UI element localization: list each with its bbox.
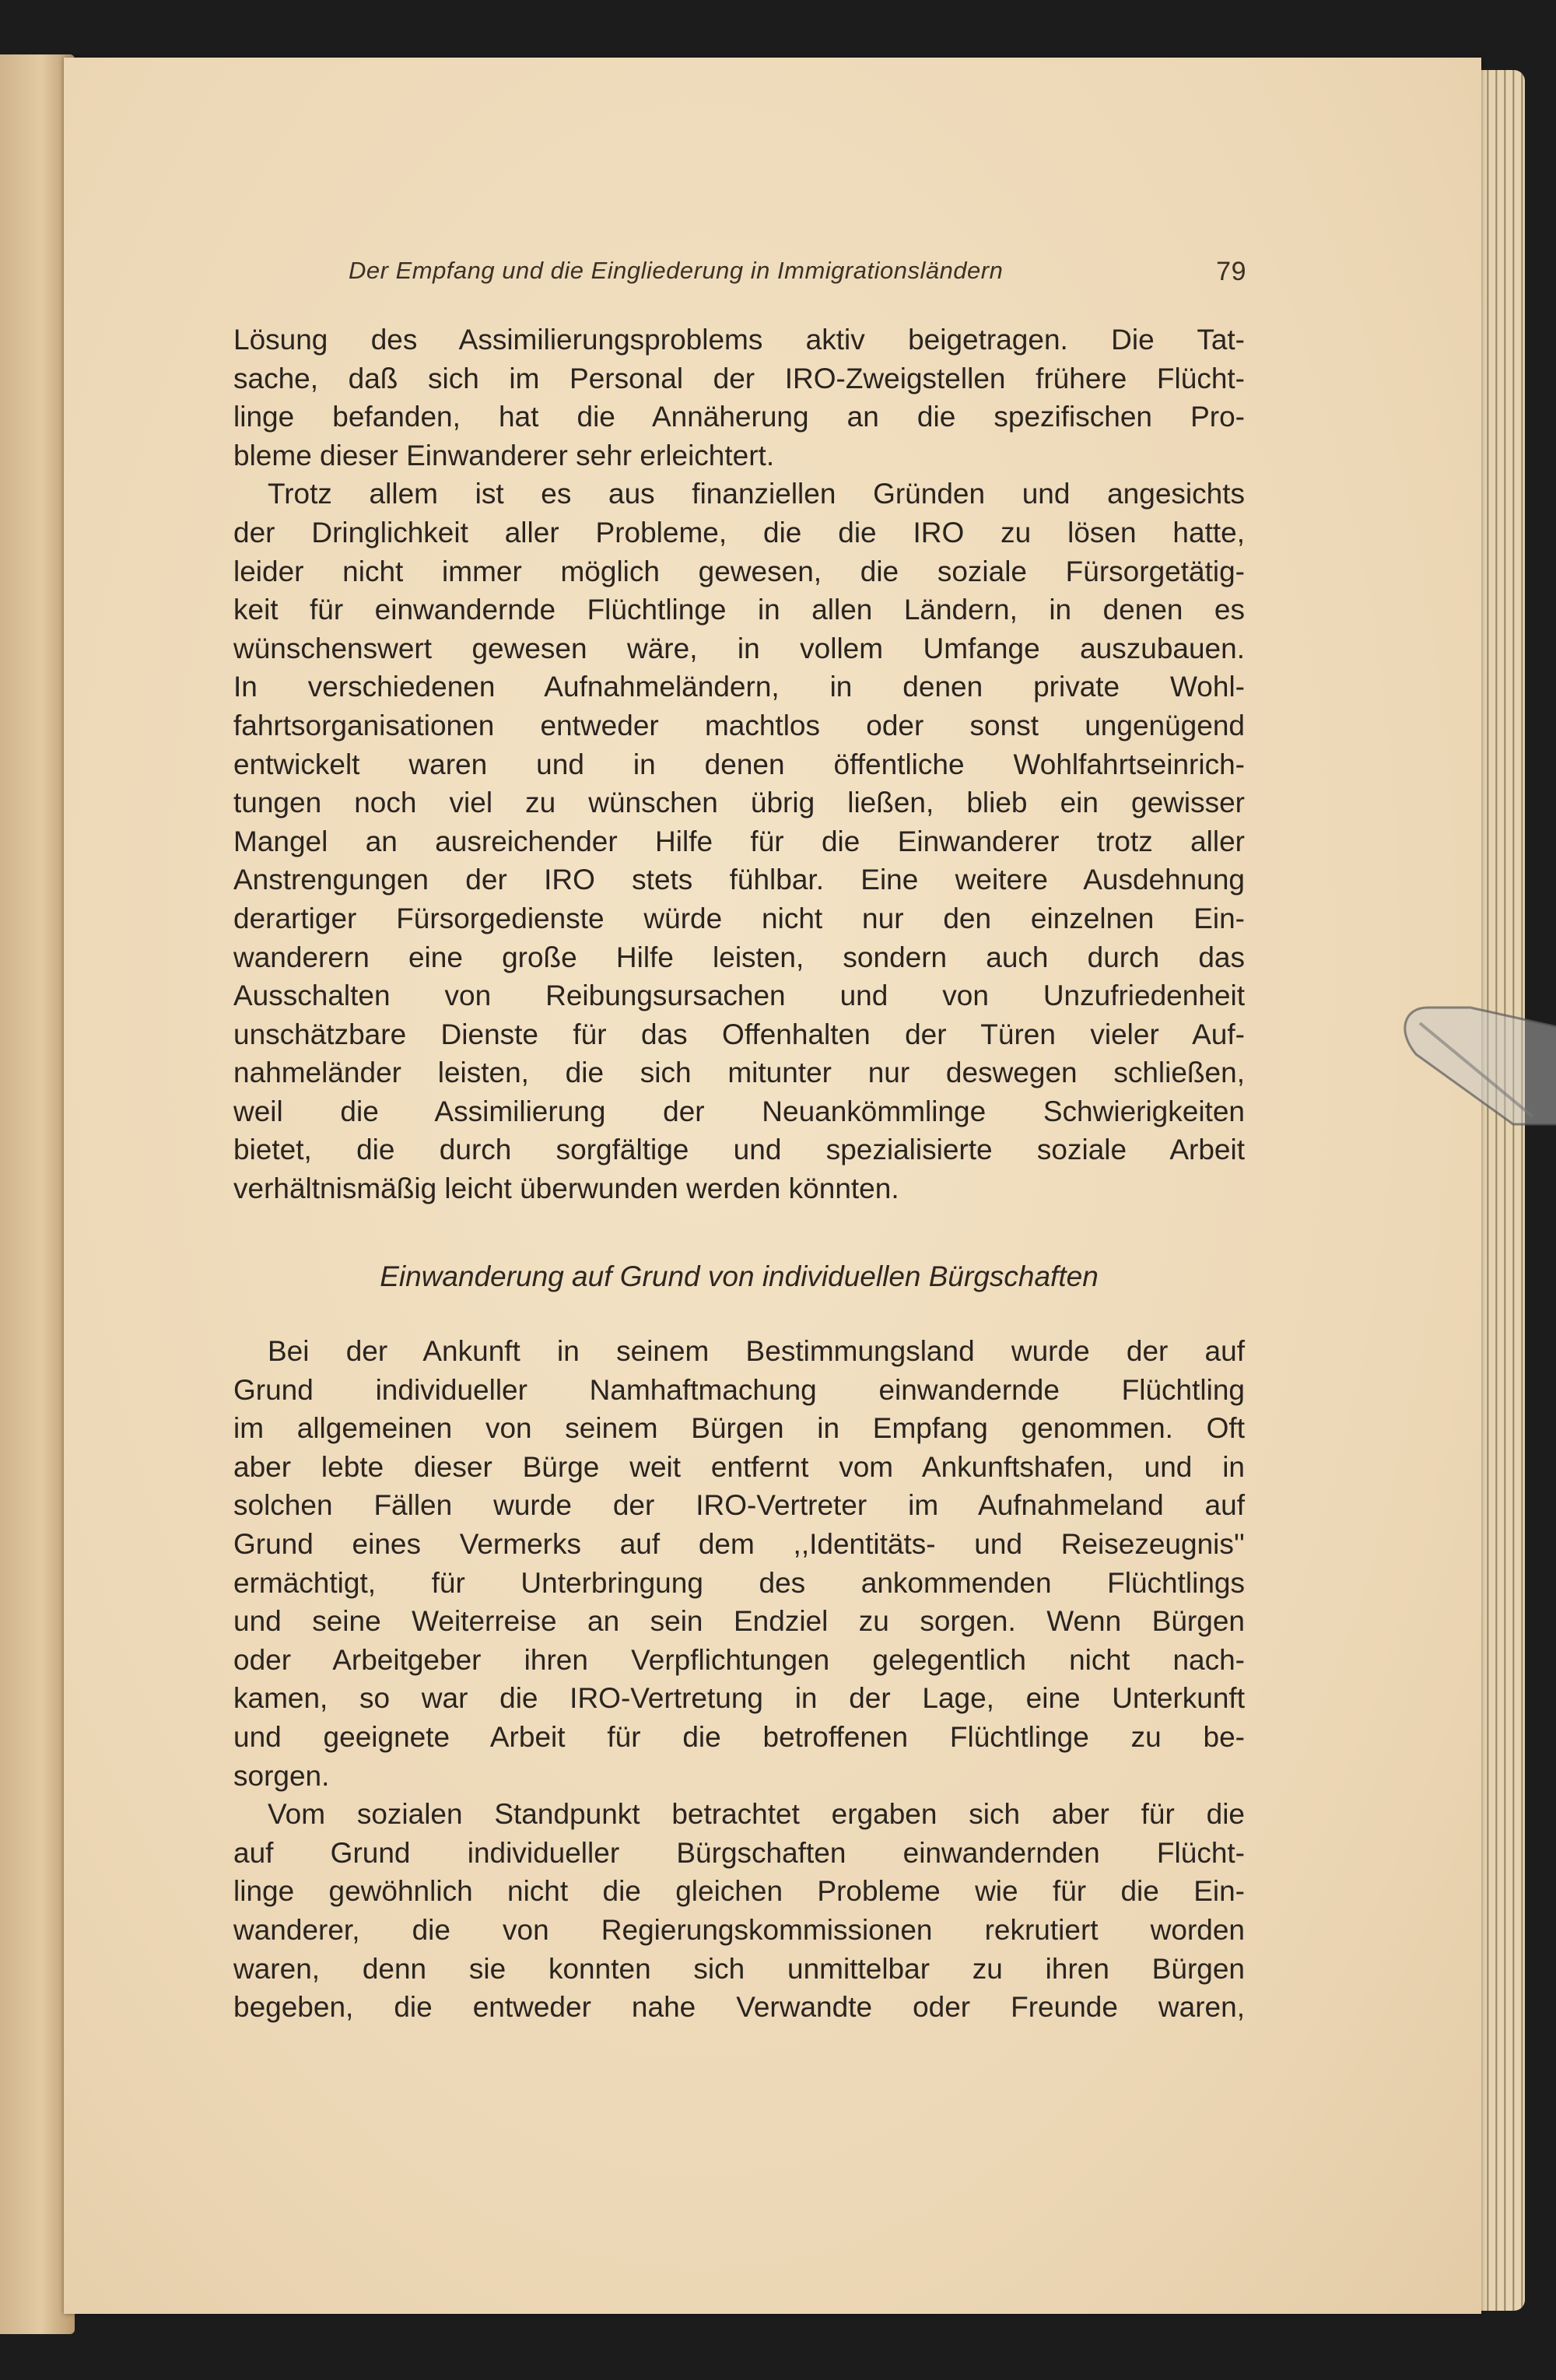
text-line: begeben, die entweder nahe Verwandte oder Freunde waren,	[233, 1991, 1245, 2024]
text-line: sorgen.	[233, 1759, 330, 1792]
text-line: der Dringlichkeit aller Probleme, die die IRO zu lösen hatte,	[233, 516, 1245, 549]
text-line: wanderern eine große Hilfe leisten, sondern auch durch das	[233, 941, 1245, 973]
text-line: auf Grund individueller Bürgschaften einwandernden Flücht-	[233, 1836, 1245, 1869]
running-head-title: Der Empfang und die Eingliederung in Immigrationsländern	[349, 257, 1004, 284]
text-line: im allgemeinen von seinem Bürgen in Empfang genommen. Oft	[233, 1412, 1245, 1445]
text-line: unschätzbare Dienste für das Offenhalten der Türen vieler Auf-	[233, 1018, 1245, 1050]
text-line: wünschenswert gewesen wäre, in vollem Umfange auszubauen.	[233, 632, 1245, 664]
text-line: Anstrengungen der IRO stets fühlbar. Eine weitere Ausdehnung	[233, 864, 1245, 896]
body-text-2	[233, 1332, 1245, 2027]
text-line: Vom sozialen Standpunkt betrachtet ergaben sich aber für die	[268, 1798, 1245, 1831]
text-line: Trotz allem ist es aus finanziellen Gründen und angesichts	[268, 478, 1245, 510]
text-line: waren, denn sie konnten sich unmittelbar zu ihren Bürgen	[233, 1952, 1245, 1985]
text-line: bietet, die durch sorgfältige und spezialisierte soziale Arbeit	[233, 1134, 1245, 1166]
text-line: Ausschalten von Reibungsursachen und von Unzufriedenheit	[233, 980, 1245, 1012]
text-line: bleme dieser Einwanderer sehr erleichtert.	[233, 439, 775, 471]
text-line: linge befanden, hat die Annäherung an die spezifischen Pro-	[233, 401, 1245, 433]
text-line: und geeignete Arbeit für die betroffenen Flüchtlinge zu be-	[233, 1720, 1245, 1753]
page-number: 79	[1216, 257, 1246, 286]
text-line: linge gewöhnlich nicht die gleichen Probleme wie für die Ein-	[233, 1875, 1245, 1908]
text-line: verhältnismäßig leicht überwunden werden könnten.	[233, 1172, 899, 1205]
section-heading: Einwanderung auf Grund von individuellen Bürgschaften	[380, 1260, 1099, 1292]
text-line: In verschiedenen Aufnahmeländern, in denen private Wohl-	[233, 671, 1245, 703]
text-line: fahrtsorganisationen entweder machtlos oder sonst ungenügend	[233, 709, 1245, 741]
text-line: tungen noch viel zu wünschen übrig ließen, blieb ein gewisser	[233, 787, 1245, 819]
text-line: solchen Fällen wurde der IRO-Vertreter im Aufnahmeland auf	[233, 1489, 1245, 1522]
text-line: Mangel an ausreichender Hilfe für die Einwanderer trotz aller	[233, 825, 1245, 857]
text-line: sache, daß sich im Personal der IRO-Zweigstellen frühere Flücht-	[233, 362, 1245, 394]
text-line: leider nicht immer möglich gewesen, die soziale Fürsorgetätig-	[233, 555, 1245, 587]
text-line: aber lebte dieser Bürge weit entfernt vom Ankunftshafen, und in	[233, 1450, 1245, 1483]
body-text-1	[233, 321, 1245, 1208]
text-line: entwickelt waren und in denen öffentliche Wohlfahrtseinrich-	[233, 748, 1245, 780]
text-line: derartiger Fürsorgedienste würde nicht nur den einzelnen Ein-	[233, 902, 1245, 934]
text-line: Grund individueller Namhaftmachung einwandernde Flüchtling	[233, 1373, 1245, 1406]
text-line: ermächtigt, für Unterbringung des ankommenden Flüchtlings	[233, 1566, 1245, 1599]
text-line: Lösung des Assimilierungsproblems aktiv beigetragen. Die Tat-	[233, 324, 1245, 356]
text-line: wanderer, die von Regierungskommissionen rekrutiert worden	[233, 1913, 1245, 1946]
text-line: Grund eines Vermerks auf dem ,,Identitäts- und Reisezeugnis''	[233, 1527, 1245, 1560]
text-line: oder Arbeitgeber ihren Verpflichtungen gelegentlich nicht nach-	[233, 1643, 1245, 1676]
text-line: keit für einwandernde Flüchtlinge in allen Ländern, in denen es	[233, 594, 1245, 626]
text-line: Bei der Ankunft in seinem Bestimmungsland wurde der auf	[268, 1335, 1245, 1367]
text-line: und seine Weiterreise an sein Endziel zu sorgen. Wenn Bürgen	[233, 1605, 1245, 1638]
text-line: weil die Assimilierung der Neuankömmlinge Schwierigkeiten	[233, 1095, 1245, 1127]
text-line: nahmeländer leisten, die sich mitunter nur deswegen schließen,	[233, 1057, 1245, 1089]
text-line: kamen, so war die IRO-Vertretung in der Lage, eine Unterkunft	[233, 1682, 1245, 1715]
